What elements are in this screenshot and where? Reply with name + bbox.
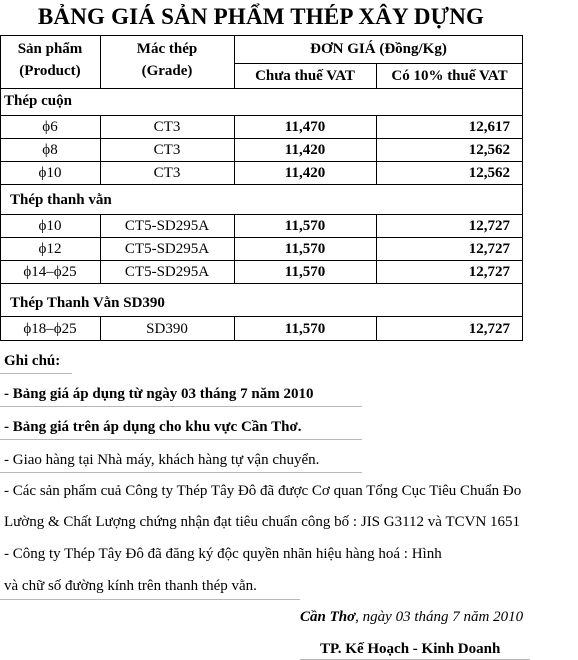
table-header-bottom bbox=[0, 88, 523, 89]
cell-grade: CT3 bbox=[153, 119, 181, 135]
cell-price-excl: 11,570 bbox=[284, 218, 326, 234]
group-title: Thép cuộn bbox=[4, 93, 72, 109]
page-title: BẢNG GIÁ SẢN PHẨM THÉP XÂY DỰNG bbox=[37, 4, 485, 29]
header-grade-en: (Grade) bbox=[141, 63, 193, 79]
cell-price-incl: 12,617 bbox=[468, 119, 510, 135]
cell-product: ϕ8 bbox=[42, 142, 58, 158]
group-title: Thép Thanh Vằn SD390 bbox=[10, 295, 165, 311]
note-line: - Bảng giá trên áp dụng cho khu vực Cần Thơ. bbox=[4, 419, 302, 435]
signature-department: TP. Kế Hoạch - Kinh Doanh bbox=[320, 641, 501, 657]
signature-date-line bbox=[300, 608, 523, 626]
table-row-line bbox=[0, 138, 523, 139]
header-unit-price: ĐƠN GIÁ (Đồng/Kg) bbox=[310, 41, 447, 57]
cell-grade: SD390 bbox=[146, 321, 188, 337]
cell-grade: CT5-SD295A bbox=[124, 218, 210, 234]
cell-grade: CT5-SD295A bbox=[124, 264, 210, 280]
cell-price-incl: 12,562 bbox=[468, 142, 510, 158]
table-header-divider bbox=[234, 63, 523, 64]
note-line: - Giao hàng tại Nhà máy, khách hàng tự vận chuyển. bbox=[4, 452, 320, 468]
note-line: - Bảng giá áp dụng từ ngày 03 tháng 7 năm 2010 bbox=[4, 386, 314, 402]
header-grade: Mác thép bbox=[136, 41, 198, 57]
cell-price-excl: 11,570 bbox=[284, 321, 326, 337]
notes-heading: Ghi chú: bbox=[4, 353, 61, 369]
note-line: Lường & Chất Lượng chứng nhận đạt tiêu chuẩn công bố : JIS G3112 và TCVN 1651 bbox=[4, 514, 521, 530]
notes-underline bbox=[0, 373, 72, 374]
table-left-border bbox=[0, 35, 1, 341]
table-row-line bbox=[0, 161, 523, 162]
table-border-bottom bbox=[0, 340, 523, 341]
note-underline bbox=[0, 472, 362, 473]
note-underline bbox=[0, 439, 362, 440]
signature-date: , ngày 03 tháng 7 năm 2010 bbox=[355, 609, 524, 625]
cell-price-incl: 12,727 bbox=[468, 241, 510, 257]
header-product-en: (Product) bbox=[19, 63, 81, 79]
table-row-line bbox=[0, 115, 523, 116]
note-line: - Các sản phẩm cuả Công ty Thép Tây Đô đã được Cơ quan Tổng Cục Tiêu Chuẩn Đo bbox=[4, 483, 522, 499]
note-underline bbox=[0, 406, 362, 407]
table-row-line bbox=[0, 184, 523, 185]
note-line: và chữ số đường kính trên thanh thép vằn. bbox=[4, 578, 257, 594]
table-row-line bbox=[0, 316, 523, 317]
cell-product: ϕ14–ϕ25 bbox=[23, 264, 77, 280]
group-title: Thép thanh vằn bbox=[10, 192, 112, 208]
cell-price-incl: 12,727 bbox=[468, 321, 510, 337]
cell-price-excl: 11,570 bbox=[284, 264, 326, 280]
cell-product: ϕ6 bbox=[42, 119, 58, 135]
cell-price-excl: 11,420 bbox=[284, 165, 326, 181]
cell-price-incl: 12,562 bbox=[468, 165, 510, 181]
cell-grade: CT3 bbox=[153, 142, 181, 158]
note-underline bbox=[0, 599, 300, 600]
table-border-top bbox=[0, 35, 523, 36]
table-row-line bbox=[0, 237, 523, 238]
cell-price-excl: 11,470 bbox=[284, 119, 326, 135]
cell-price-excl: 11,420 bbox=[284, 142, 326, 158]
cell-price-incl: 12,727 bbox=[468, 218, 510, 234]
cell-price-excl: 11,570 bbox=[284, 241, 326, 257]
table-row-line bbox=[0, 260, 523, 261]
table-row-line bbox=[0, 283, 523, 284]
cell-grade: CT5-SD295A bbox=[124, 241, 210, 257]
signature-place: Cần Thơ bbox=[300, 609, 356, 625]
cell-product: ϕ12 bbox=[38, 241, 62, 257]
cell-product: ϕ10 bbox=[38, 218, 62, 234]
cell-grade: CT3 bbox=[153, 165, 181, 181]
note-line: - Công ty Thép Tây Đô đã đăng ký độc quyền nhãn hiệu hàng hoá : Hình bbox=[4, 546, 442, 562]
table-row-line bbox=[0, 214, 523, 215]
cell-product: ϕ18–ϕ25 bbox=[23, 321, 77, 337]
header-product: Sản phẩm bbox=[17, 41, 83, 57]
header-price-incl-vat: Có 10% thuế VAT bbox=[391, 68, 508, 84]
cell-price-incl: 12,727 bbox=[468, 264, 510, 280]
header-price-excl-vat: Chưa thuế VAT bbox=[255, 68, 355, 84]
cell-product: ϕ10 bbox=[38, 165, 62, 181]
